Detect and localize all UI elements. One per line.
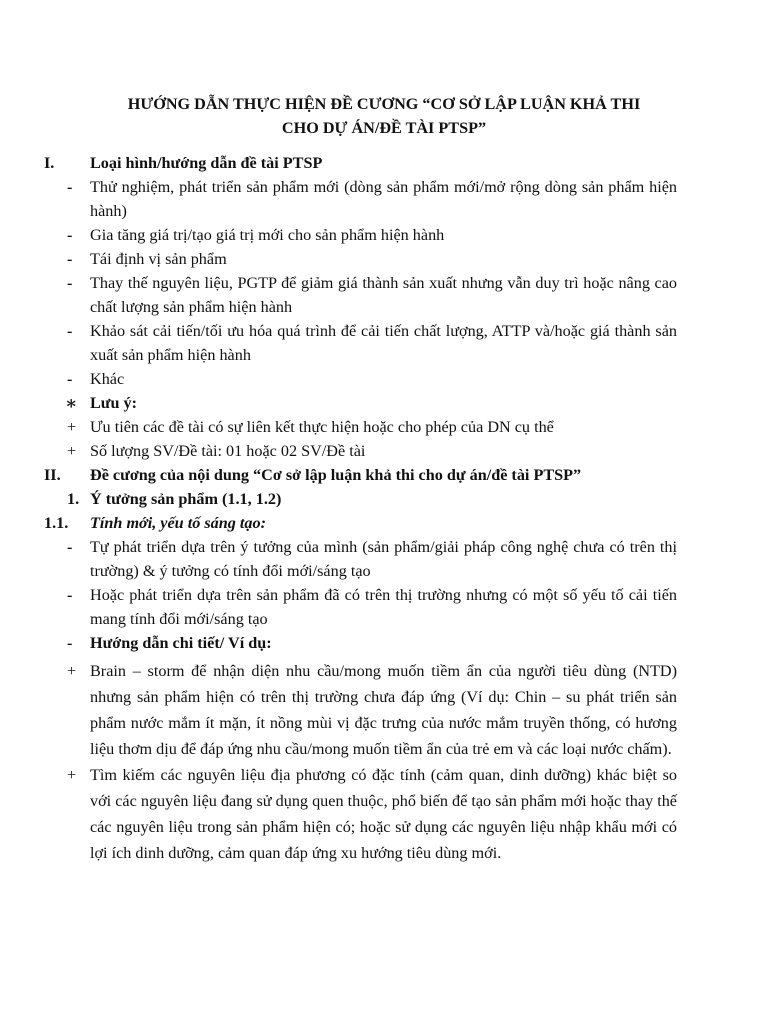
dash-bullet: - xyxy=(67,274,73,292)
subsection-marker: 1. xyxy=(67,490,80,508)
subsection-heading: Tính mới, yếu tố sáng tạo: xyxy=(90,514,266,532)
plus-bullet: + xyxy=(67,662,77,680)
list-item xyxy=(0,319,768,367)
section-2-heading xyxy=(0,463,768,487)
section-marker: I. xyxy=(44,154,55,172)
subsection-marker: 1.1. xyxy=(44,514,69,532)
note-item-text: Số lượng SV/Đề tài: 01 hoặc 02 SV/Đề tài xyxy=(90,442,366,460)
list-item-text: Tự phát triển dựa trên ý tưởng của mình (sản phẩm/giải pháp công nghệ chưa có trên thị trường) & ý tưởng có tính đổi mới/sáng tạo xyxy=(90,538,677,580)
document-title xyxy=(90,92,678,140)
section-1-heading xyxy=(0,151,768,175)
list-item-text: Tái định vị sản phẩm xyxy=(90,250,227,268)
dash-bullet: - xyxy=(67,322,73,340)
asterisk-bullet-icon: ∗ xyxy=(65,393,78,413)
guide-item-text: Tìm kiếm các nguyên liệu địa phương có đặc tính (cảm quan, dinh dưỡng) khác biệt so với các nguyên liệu đang sử dụng quen thuộc, phổ biến để tạo sản phẩm mới hoặc thay thế các nguyên liệu trong sản phẩm hiện có; hoặc sử dụng các nguyên liệu nhập khẩu mới có lợi ích dinh dưỡng, cảm quan đáp ứng xu hướng tiêu dùng mới. xyxy=(90,766,677,862)
guide-label: Hướng dẫn chi tiết/ Ví dụ: xyxy=(90,634,272,652)
list-item-text: Thử nghiệm, phát triển sản phẩm mới (dòng sản phẩm mới/mở rộng dòng sản phẩm hiện hành) xyxy=(90,178,677,220)
list-item xyxy=(0,367,768,391)
dash-bullet: - xyxy=(67,250,73,268)
subsection-1-heading xyxy=(0,487,768,511)
dash-bullet: - xyxy=(67,634,73,652)
subsection-heading: Ý tưởng sản phẩm (1.1, 1.2) xyxy=(90,490,282,508)
title-line-1: HƯỚNG DẪN THỰC HIỆN ĐỀ CƯƠNG “CƠ SỞ LẬP LUẬN KHẢ THI xyxy=(127,95,641,113)
plus-bullet: + xyxy=(67,442,77,460)
section-heading: Loại hình/hướng dẫn đề tài PTSP xyxy=(90,154,323,172)
list-item-text: Khảo sát cải tiến/tối ưu hóa quá trình để cải tiến chất lượng, ATTP và/hoặc giá thành sản xuất sản phẩm hiện hành xyxy=(90,322,677,364)
list-item xyxy=(0,247,768,271)
note-item xyxy=(0,415,768,439)
note-item-text: Ưu tiên các đề tài có sự liên kết thực hiện hoặc cho phép của DN cụ thể xyxy=(90,418,554,436)
note-heading xyxy=(0,391,768,415)
list-item-text: Gia tăng giá trị/tạo giá trị mới cho sản phẩm hiện hành xyxy=(90,226,445,244)
list-item xyxy=(0,223,768,247)
dash-bullet: - xyxy=(67,586,73,604)
list-item-text: Khác xyxy=(90,370,125,388)
list-item xyxy=(0,175,768,223)
section-heading: Đề cương của nội dung “Cơ sở lập luận khả thi cho dự án/đề tài PTSP” xyxy=(90,466,582,484)
list-item xyxy=(0,583,768,631)
guide-item xyxy=(0,658,768,762)
dash-bullet: - xyxy=(67,178,73,196)
plus-bullet: + xyxy=(67,766,77,784)
dash-bullet: - xyxy=(67,226,73,244)
section-marker: II. xyxy=(44,466,61,484)
document-body xyxy=(0,151,768,866)
dash-bullet: - xyxy=(67,538,73,556)
note-label: Lưu ý: xyxy=(90,394,138,412)
plus-bullet: + xyxy=(67,418,77,436)
title-line-2: CHO DỰ ÁN/ĐỀ TÀI PTSP” xyxy=(281,119,487,137)
guide-item-text: Brain – storm để nhận diện nhu cầu/mong muốn tiềm ẩn của người tiêu dùng (NTD) nhưng sản phẩm hiện có trên thị trường chưa đáp ứng (Ví dụ: Chin – su phát triển sản phẩm nước mắm ít mặn, ít nồng mùi vị đặc trưng của nước mắm truyền thống, có hương liệu thơm dịu để đáp ứng nhu cầu/mong muốn tiềm ẩn của trẻ em và các loại nước chấm). xyxy=(90,662,677,758)
guide-item xyxy=(0,762,768,866)
subsection-1-1-heading xyxy=(0,511,768,535)
guide-heading xyxy=(0,631,768,655)
list-item-text: Hoặc phát triển dựa trên sản phẩm đã có trên thị trường nhưng có một số yếu tố cải tiến mang tính đổi mới/sáng tạo xyxy=(90,586,677,628)
list-item xyxy=(0,535,768,583)
dash-bullet: - xyxy=(67,370,73,388)
list-item-text: Thay thế nguyên liệu, PGTP để giảm giá thành sản xuất nhưng vẫn duy trì hoặc nâng cao chất lượng sản phẩm hiện hành xyxy=(90,274,677,316)
list-item xyxy=(0,271,768,319)
note-item xyxy=(0,439,768,463)
